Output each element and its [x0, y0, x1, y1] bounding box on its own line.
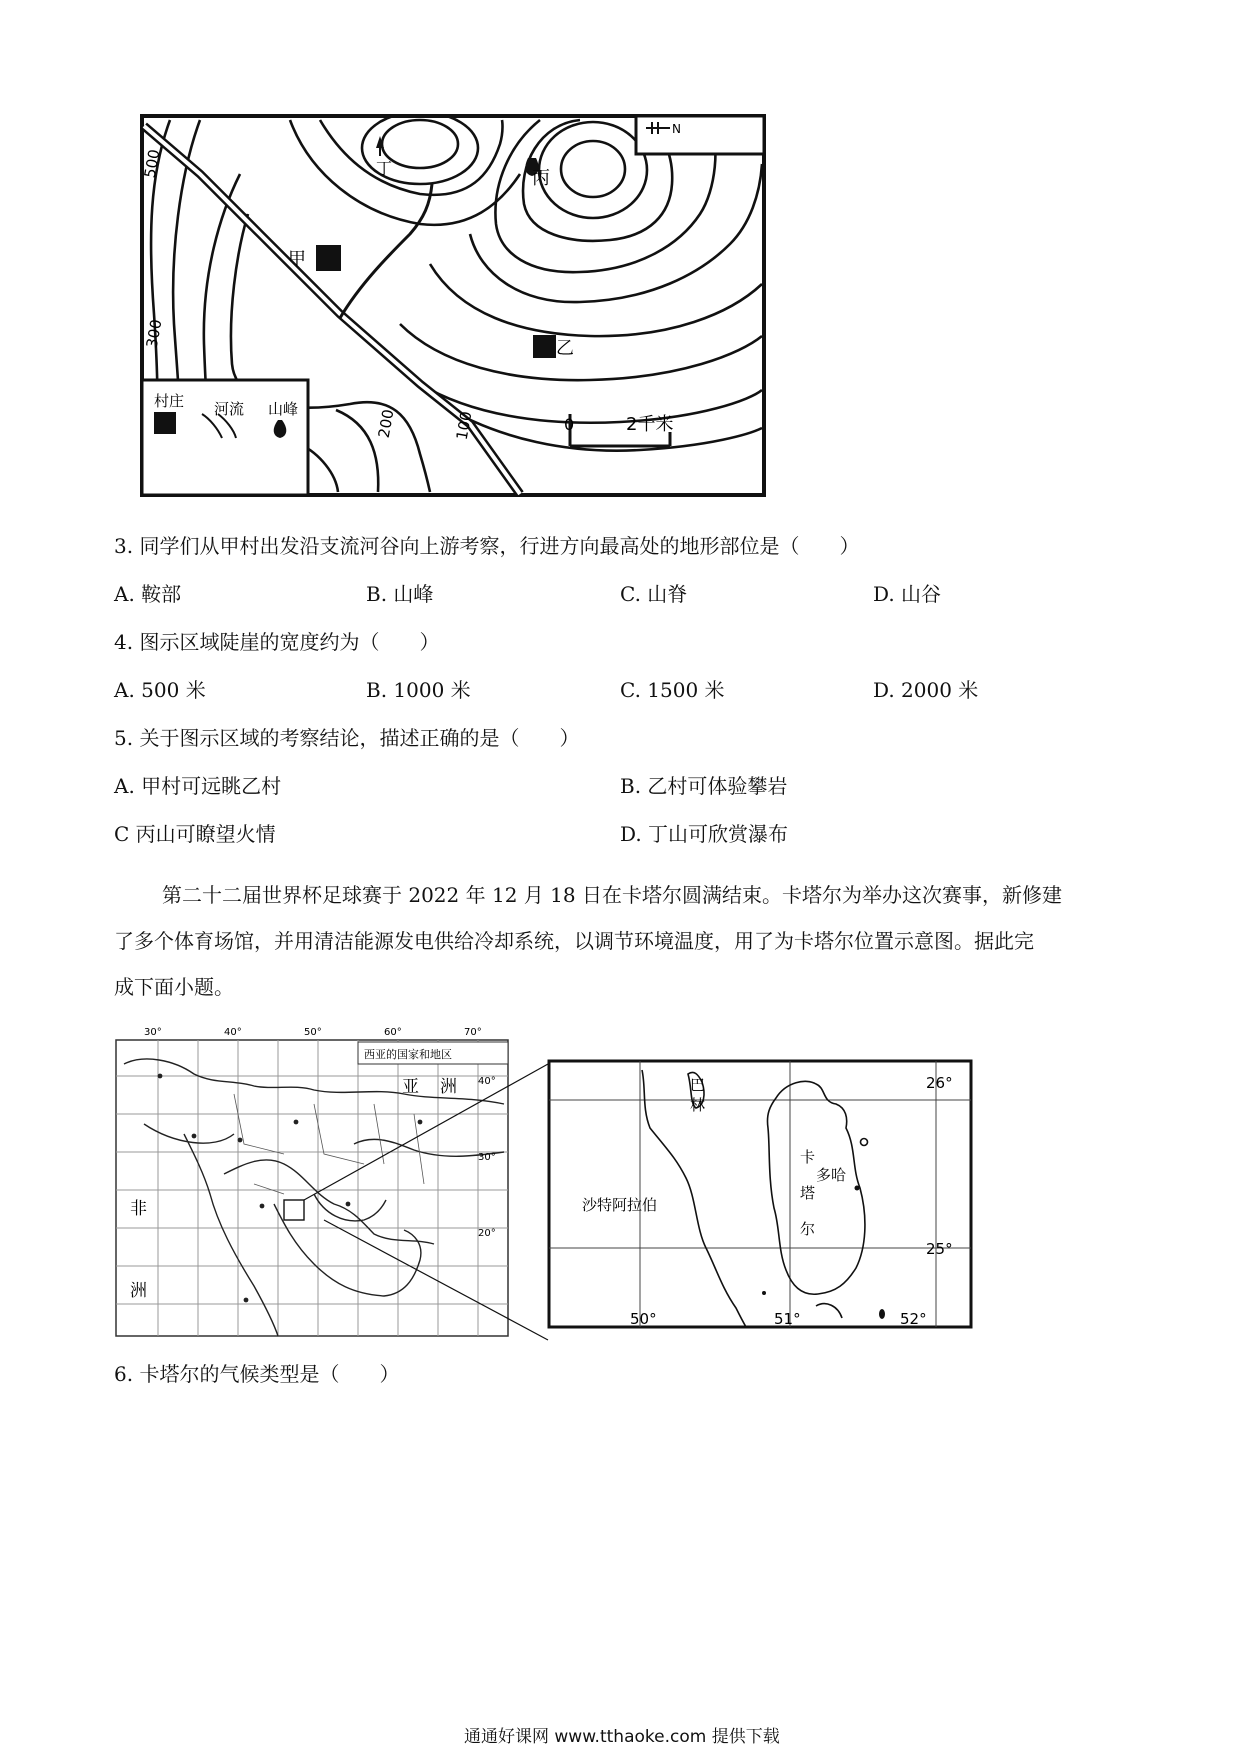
lon-52-q: 52°	[900, 1310, 927, 1328]
passage-line-3: 成下面小题。	[114, 975, 234, 999]
footer-suffix: 提供下载	[711, 1727, 780, 1747]
village-jia-icon	[316, 245, 341, 271]
lat-25: 25°	[926, 1240, 953, 1258]
village-yi-icon	[533, 335, 556, 358]
label-bahrain-2: 林	[690, 1096, 706, 1114]
passage	[114, 872, 1134, 1010]
q4-option-b[interactable]: B. 1000 米	[366, 678, 471, 702]
inset-connectors	[300, 1060, 560, 1350]
lon-50: 50°	[304, 1027, 322, 1038]
page-footer	[464, 1722, 780, 1747]
q4-option-d[interactable]: D. 2000 米	[873, 678, 979, 702]
lat-40: 40°	[478, 1076, 496, 1087]
q3-option-a[interactable]: A. 鞍部	[114, 582, 182, 606]
contour-label-300: 300	[142, 317, 166, 350]
doha-dot-icon	[855, 1186, 860, 1191]
label-ding: 丁	[376, 159, 393, 178]
label-qatar-2: 塔	[800, 1184, 816, 1202]
contour-label-100: 100	[452, 409, 476, 442]
lat-30: 30°	[478, 1152, 496, 1163]
label-qatar-3: 尔	[800, 1220, 816, 1238]
q5-option-c[interactable]: C 丙山可瞭望火情	[114, 822, 276, 846]
passage-line-1: 第二十二届世界杯足球赛于 2022 年 12 月 18 日在卡塔尔圆满结束。卡塔尔为举办这次赛事，新修建	[162, 883, 1062, 907]
label-jia: 甲	[288, 249, 306, 270]
lon-51-q: 51°	[774, 1310, 801, 1328]
question-5-stem: 5. 关于图示区域的考察结论，描述正确的是（ ）	[114, 726, 580, 750]
topographic-map	[140, 114, 766, 497]
question-3-stem: 3. 同学们从甲村出发沿支流河谷向上游考察，行进方向最高处的地形部位是（ ）	[114, 534, 860, 558]
q3-option-b[interactable]: B. 山峰	[366, 582, 434, 606]
legend-peak-label: 山峰	[268, 400, 299, 418]
footer-site: 通通好课网	[464, 1727, 549, 1747]
label-bahrain-1: 巴	[690, 1076, 706, 1094]
q3-option-d[interactable]: D. 山谷	[873, 582, 942, 606]
passage-line-2: 了多个体育场馆，并用清洁能源发电供给冷却系统，以调节环境温度，用了为卡塔尔位置示意图。据此完	[114, 929, 1034, 953]
west-asia-map-title: 西亚的国家和地区	[364, 1048, 452, 1061]
legend-village-icon	[154, 412, 176, 434]
lon-30: 30°	[144, 1027, 162, 1038]
scale-zero: 0	[564, 415, 575, 434]
q4-option-a[interactable]: A. 500 米	[114, 678, 206, 702]
north-arrow	[636, 116, 764, 154]
label-bing: 丙	[532, 168, 550, 189]
label-asia-2: 洲	[440, 1077, 457, 1097]
footer-url[interactable]: www.tthaoke.com	[554, 1727, 707, 1747]
lon-50-q: 50°	[630, 1310, 657, 1328]
lat-26: 26°	[926, 1074, 953, 1092]
label-africa-2: 洲	[130, 1281, 147, 1301]
qatar-map	[546, 1058, 974, 1330]
lon-60: 60°	[384, 1027, 402, 1038]
label-africa-1: 非	[130, 1199, 147, 1219]
question-6-stem: 6. 卡塔尔的气候类型是（ ）	[114, 1362, 400, 1386]
map-legend	[142, 380, 308, 495]
lon-40: 40°	[224, 1027, 242, 1038]
label-doha: 多哈	[816, 1166, 847, 1184]
contour-label-500: 500	[140, 147, 164, 180]
north-label: N	[672, 122, 681, 136]
label-asia-1: 亚	[402, 1077, 419, 1097]
scale-length: 2千米	[626, 414, 674, 435]
label-saudi-arabia: 沙特阿拉伯	[582, 1196, 658, 1214]
q5-option-a[interactable]: A. 甲村可远眺乙村	[114, 774, 282, 798]
contour-label-200: 200	[374, 407, 398, 440]
question-4-stem: 4. 图示区域陡崖的宽度约为（ ）	[114, 630, 440, 654]
q5-option-b[interactable]: B. 乙村可体验攀岩	[620, 774, 788, 798]
label-qatar-1: 卡	[800, 1148, 816, 1166]
legend-village-label: 村庄	[154, 392, 185, 410]
q3-option-c[interactable]: C. 山脊	[620, 582, 688, 606]
q4-option-c[interactable]: C. 1500 米	[620, 678, 725, 702]
label-yi: 乙	[556, 338, 574, 359]
lon-70: 70°	[464, 1027, 482, 1038]
q5-option-d[interactable]: D. 丁山可欣赏瀑布	[620, 822, 789, 846]
lat-20: 20°	[478, 1228, 496, 1239]
legend-river-label: 河流	[214, 400, 245, 418]
